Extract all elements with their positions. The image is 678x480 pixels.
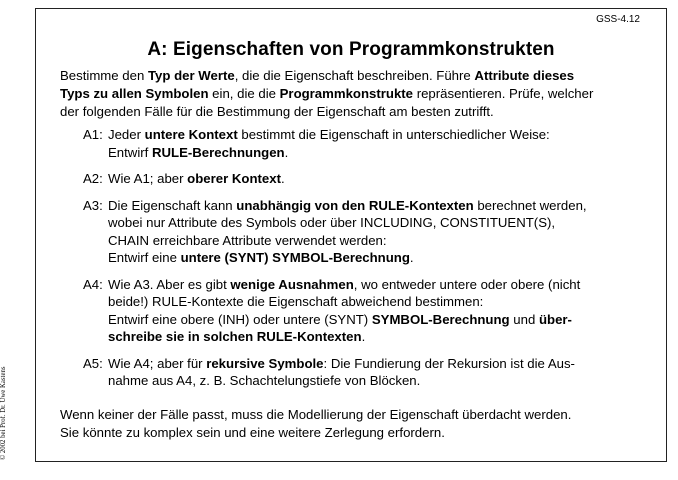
text-run: der folgenden Fälle für die Bestimmung der Eigenschaft am besten zutrifft. [60,104,494,119]
case-line [108,144,643,162]
closing-paragraph [60,406,650,442]
case-line [108,232,643,250]
slide-id: GSS-4.12 [596,14,640,25]
emphasis-text: SYMBOL-Berechnung [371,311,510,327]
case-line [108,249,643,267]
intro-paragraph [60,67,640,121]
case-label: A5: [83,355,103,371]
text-run: bestimmt die Eigenschaft in unterschiedlicher Weise: [237,127,550,142]
text-run: beide!) RULE-Kontexte die Eigenschaft abweichend bestimmen: [108,294,484,309]
emphasis-text: Programmkonstrukte [279,86,414,101]
text-run: Die Eigenschaft kann [108,197,237,213]
text-run: repräsentieren. Prüfe, welcher [413,86,594,101]
text-run: : Die Fundierung der Rekursion ist die Aus- [323,355,575,371]
case-line [108,197,643,215]
case-line [108,126,643,144]
case-label: A4: [83,276,103,292]
case-item [83,197,643,267]
case-item [83,126,643,161]
case-line [108,276,643,294]
emphasis-text: wenige Ausnahmen [230,276,354,292]
slide-title: A: Eigenschaften von Programmkonstrukten [147,39,555,60]
text-run: Wie A3. Aber es gibt [108,276,231,292]
intro-line [60,103,640,121]
intro-line [60,67,640,85]
case-line [108,328,643,346]
text-run: nahme aus A4, z. B. Schachtelungstiefe von Blöcken. [108,373,421,388]
text-run: . [409,250,414,265]
intro-line [60,85,640,103]
text-run: . [280,171,285,186]
text-run: Wenn keiner der Fälle passt, muss die Modellierung der Eigenschaft überdacht werden. [60,407,572,422]
case-line [108,355,643,373]
text-run: Entwirf [108,144,152,160]
case-label: A3: [83,197,103,213]
case-line [108,311,643,329]
emphasis-text: untere Kontext [144,127,238,142]
text-run: Wie A4; aber für [108,355,207,371]
case-line [108,170,643,188]
text-run: , wo entweder untere oder obere (nicht [353,276,581,292]
text-run: ein, die die [208,86,280,101]
text-run: wobei nur Attribute des Symbols oder über INCLUDING, CONSTITUENT(S), [108,215,556,230]
emphasis-text: rekursive Symbole [206,355,324,371]
emphasis-text: unabhängig von den RULE-Kontexten [236,197,474,213]
text-run: , die die Eigenschaft beschreiben. Führe [234,68,475,83]
text-run: CHAIN erreichbare Attribute verwendet werden: [108,232,387,248]
emphasis-text: schreibe sie in solchen RULE-Kontexten [108,329,362,344]
text-run: Bestimme den [60,68,148,83]
text-run: Wie A1; aber [108,171,188,186]
case-line [108,372,643,390]
text-run: und [509,311,539,327]
closing-line [60,406,650,424]
text-run: berechnet werden, [473,197,587,213]
slide-frame [35,8,667,462]
case-label: A1: [83,127,103,142]
closing-line [60,424,650,442]
emphasis-text: RULE-Berechnungen [151,144,285,160]
case-line [108,293,643,311]
text-run: . [361,329,366,344]
text-run: Sie könnte zu komplex sein und eine weitere Zerlegung erfordern. [60,425,445,440]
case-item [83,170,643,188]
case-line [108,214,643,232]
text-run: . [284,144,289,160]
case-label: A2: [83,171,103,186]
emphasis-text: über- [538,311,572,327]
emphasis-text: untere (SYNT) SYMBOL-Berechnung [180,250,410,265]
emphasis-text: Typ der Werte [147,68,235,83]
text-run: Entwirf eine [108,250,181,265]
copyright-notice: © 2002 bei Prof. Dr. Uwe Kastens [0,366,7,460]
text-run: Jeder [108,127,145,142]
case-item [83,355,643,390]
text-run: Entwirf eine obere (INH) oder untere (SYNT) [108,311,372,327]
emphasis-text: oberer Kontext [187,171,281,186]
case-list [83,126,643,399]
emphasis-text: Typs zu allen Symbolen [60,86,209,101]
emphasis-text: Attribute dieses [474,68,575,83]
case-item [83,276,643,346]
